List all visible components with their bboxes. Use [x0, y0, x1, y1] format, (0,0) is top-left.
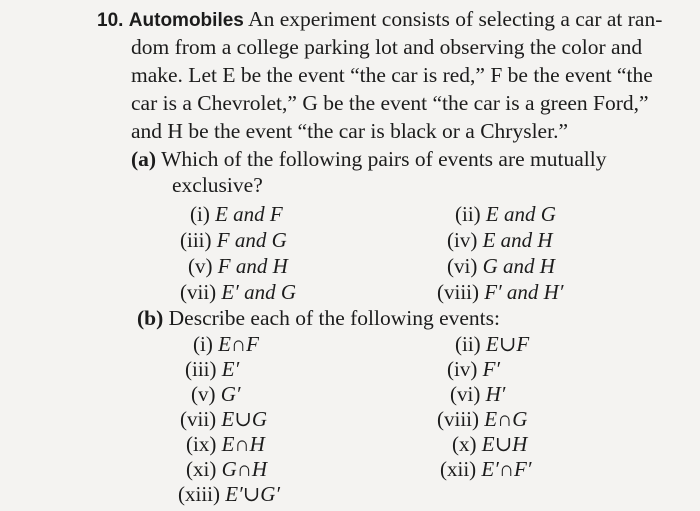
part-a-item	[180, 279, 296, 305]
part-a-item	[190, 201, 283, 227]
item-number: (vi)	[450, 382, 481, 406]
part-a-item	[447, 253, 555, 279]
item-number: (vi)	[447, 254, 478, 278]
part-a-item	[447, 227, 553, 253]
problem-number: 10.	[97, 10, 124, 31]
problem-title: Automobiles	[128, 10, 244, 31]
part-b-item	[455, 331, 529, 357]
item-text: E and H	[482, 228, 553, 252]
item-text: F and G	[216, 228, 287, 252]
problem-text-line: An experiment consists of selecting a car at ran-	[248, 7, 663, 31]
item-text: E′	[221, 357, 240, 381]
part-a-question-cont	[172, 172, 263, 198]
item-number: (i)	[193, 332, 213, 356]
item-text: E and G	[485, 202, 556, 226]
item-number: (ix)	[186, 432, 217, 456]
problem-text-line: and H be the event “the car is black or a Chrysler.”	[131, 119, 568, 143]
part-b-item	[193, 331, 259, 357]
item-number: (x)	[452, 432, 477, 456]
item-text: H′	[485, 382, 506, 406]
part-a-label: (a)	[131, 147, 157, 171]
problem-text-line: make. Let E be the event “the car is red,” F be the event “the	[131, 63, 653, 87]
item-text: F′ and H′	[484, 280, 564, 304]
item-number: (ii)	[455, 332, 481, 356]
item-text: E∩H	[221, 432, 265, 456]
problem-text-line: car is a Chevrolet,” G be the event “the car is a green Ford,”	[131, 91, 649, 115]
item-number: (iii)	[180, 228, 212, 252]
part-b-item	[191, 381, 241, 407]
part-a-question-text-2: exclusive?	[172, 173, 263, 197]
item-text: G∩H	[221, 457, 268, 481]
item-text: E∪F	[485, 332, 530, 356]
item-number: (vii)	[180, 407, 217, 431]
part-a-question-text: Which of the following pairs of events are mutually	[161, 147, 607, 171]
item-text: E∩F	[218, 332, 259, 356]
part-a-item	[437, 279, 563, 305]
item-text: G and H	[482, 254, 555, 278]
item-number: (ii)	[455, 202, 481, 226]
item-number: (i)	[190, 202, 210, 226]
item-number: (viii)	[437, 407, 479, 431]
item-number: (v)	[191, 382, 216, 406]
part-b-item	[447, 356, 500, 382]
problem-line-4	[131, 90, 649, 116]
part-b-item	[185, 356, 239, 382]
part-b-item	[178, 481, 280, 507]
item-number: (iv)	[447, 228, 478, 252]
item-number: (iv)	[447, 357, 478, 381]
item-text: E′ and G	[221, 280, 296, 304]
item-text: E′∪G′	[225, 482, 281, 506]
part-a-item	[188, 253, 288, 279]
item-text: E and F	[215, 202, 283, 226]
problem-line-5	[131, 118, 568, 144]
part-b-item	[180, 406, 267, 432]
problem-line-1	[97, 6, 662, 34]
item-number: (vii)	[180, 280, 217, 304]
item-text: E∩G	[484, 407, 528, 431]
item-number: (viii)	[437, 280, 479, 304]
item-text: E′∩F′	[481, 457, 532, 481]
part-b-item	[440, 456, 531, 482]
item-number: (xiii)	[178, 482, 220, 506]
part-b-label: (b)	[137, 306, 164, 330]
part-a-question	[131, 146, 606, 172]
item-number: (xi)	[186, 457, 217, 481]
part-a-item	[455, 201, 556, 227]
item-text: F′	[482, 357, 500, 381]
part-b-item	[450, 381, 505, 407]
part-b-question-text: Describe each of the following events:	[168, 306, 500, 330]
part-b-item	[186, 456, 267, 482]
item-number: (v)	[188, 254, 213, 278]
item-number: (iii)	[185, 357, 217, 381]
part-b-item	[437, 406, 527, 432]
item-text: E∪G	[221, 407, 267, 431]
item-text: E∪H	[481, 432, 528, 456]
part-b-item	[452, 431, 527, 457]
item-text: F and H	[217, 254, 288, 278]
problem-line-2	[131, 34, 642, 60]
part-b-item	[186, 431, 265, 457]
problem-line-3	[131, 62, 653, 88]
item-number: (xii)	[440, 457, 477, 481]
part-b-question	[137, 305, 500, 331]
problem-text-line: dom from a college parking lot and observing the color and	[131, 35, 643, 59]
item-text: G′	[220, 382, 241, 406]
part-a-item	[180, 227, 287, 253]
